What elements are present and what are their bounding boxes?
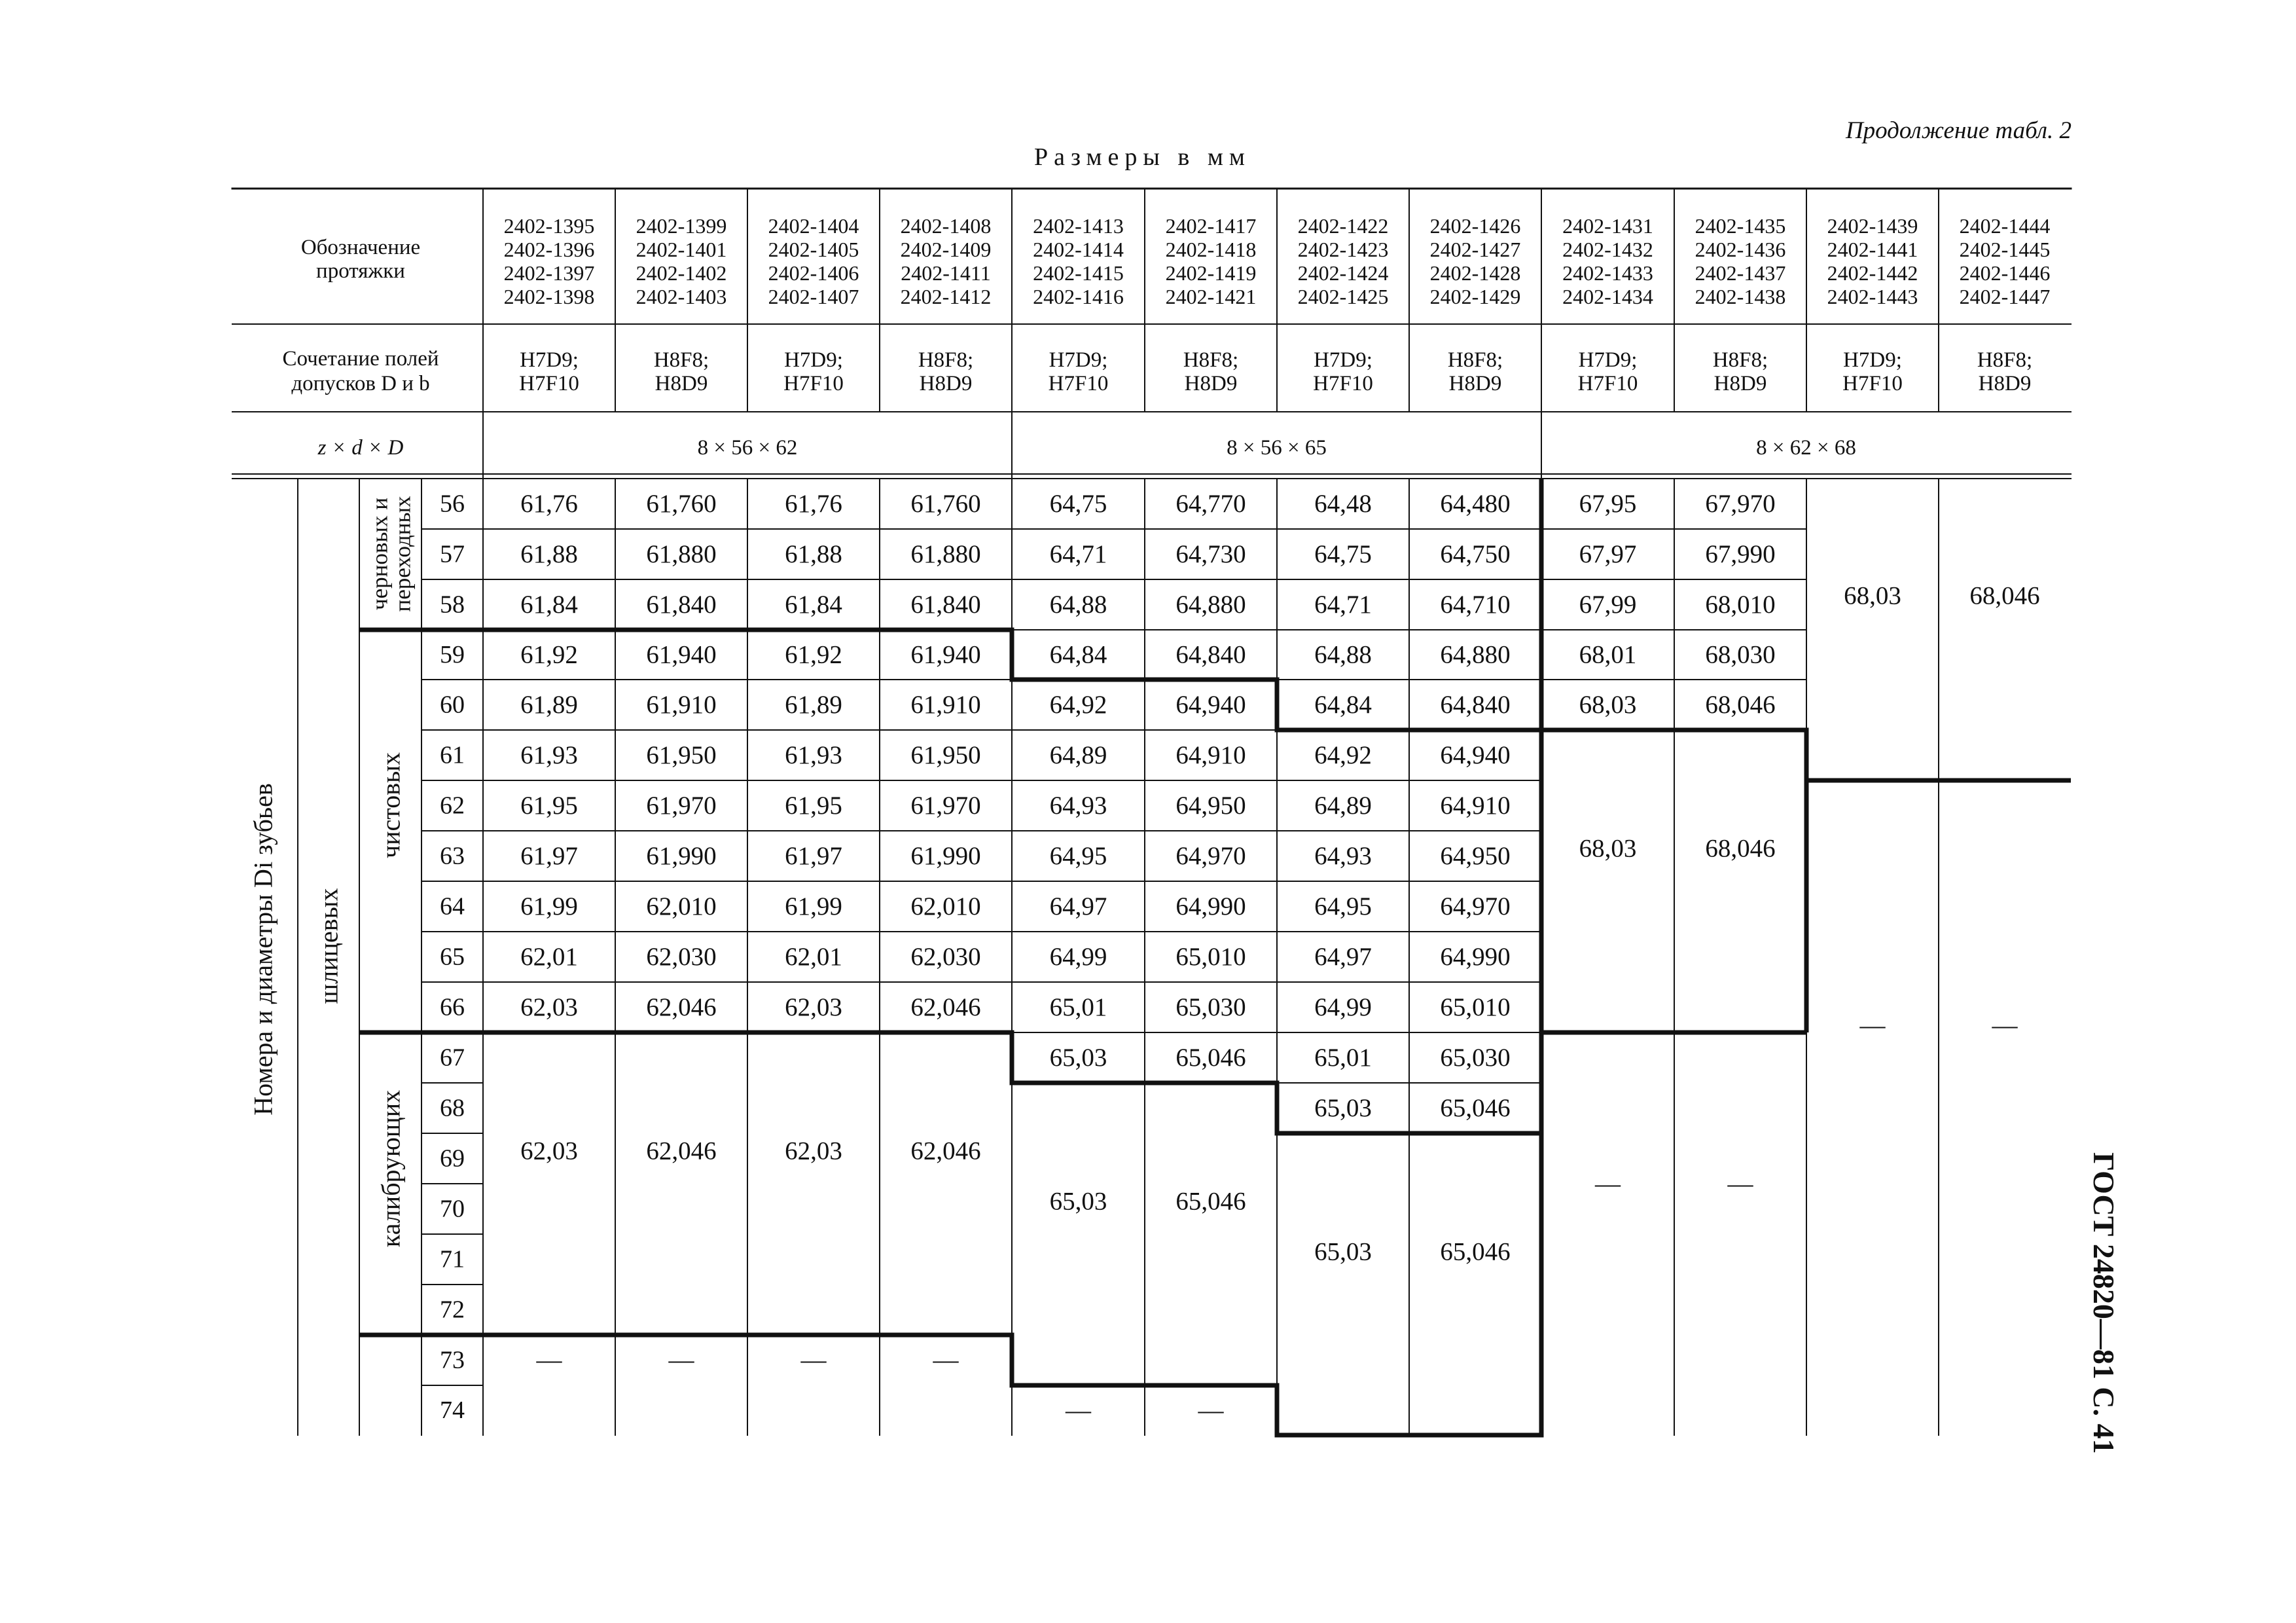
tooth-number: 64 — [440, 892, 465, 921]
broach-code: 2402-1402 — [636, 261, 727, 285]
tolerance-label: допусков D и b — [291, 372, 430, 395]
cell-value: 65,01 — [1314, 1044, 1372, 1072]
cell-value: 64,970 — [1440, 892, 1511, 921]
broach-code: 2402-1428 — [1429, 261, 1521, 285]
group-label-finish: чистовых — [376, 752, 406, 858]
tolerance-value: H8D9 — [1184, 372, 1238, 395]
cell-value-merged: 65,046 — [1175, 1187, 1246, 1216]
dash-cell: — — [1198, 1396, 1224, 1425]
cell-value: 64,990 — [1175, 892, 1246, 921]
cell-value: 68,030 — [1705, 640, 1776, 669]
tooth-number: 60 — [440, 691, 465, 719]
cell-value: 65,010 — [1440, 993, 1511, 1021]
tolerance-value: H7D9; — [1049, 348, 1108, 372]
tooth-number: 57 — [440, 540, 465, 568]
tooth-number: 68 — [440, 1094, 465, 1122]
cell-value: 64,89 — [1049, 741, 1107, 769]
broach-code: 2402-1429 — [1429, 285, 1521, 308]
cell-value-merged: 68,046 — [1969, 581, 2040, 610]
units-label: Размеры в мм — [1034, 143, 1251, 171]
cell-value: 64,750 — [1440, 540, 1511, 568]
tolerance-value: H7D9; — [1578, 348, 1638, 372]
cell-value: 64,95 — [1314, 892, 1372, 921]
broach-code: 2402-1398 — [503, 285, 595, 308]
cell-value: 61,840 — [910, 591, 981, 619]
cell-value: 61,940 — [910, 640, 981, 669]
cell-value: 61,880 — [646, 540, 717, 568]
tooth-number: 66 — [440, 993, 465, 1021]
broach-code: 2402-1431 — [1562, 214, 1653, 238]
tolerance-value: H8F8; — [1447, 348, 1503, 372]
cell-value: 61,89 — [520, 691, 578, 719]
cell-value: 61,97 — [520, 842, 578, 870]
cell-value: 64,730 — [1175, 540, 1246, 568]
tolerance-value: H7F10 — [1048, 372, 1109, 395]
cell-value: 64,88 — [1314, 640, 1372, 669]
cell-value: 61,93 — [520, 741, 578, 769]
cell-value: 64,75 — [1314, 540, 1372, 568]
tooth-number: 72 — [440, 1296, 465, 1324]
broach-code: 2402-1405 — [768, 238, 859, 261]
dash-cell: — — [668, 1345, 694, 1374]
broach-code: 2402-1411 — [901, 261, 991, 285]
broach-code: 2402-1419 — [1165, 261, 1257, 285]
cell-value: 61,92 — [520, 640, 578, 669]
cell-value: 64,93 — [1049, 792, 1107, 820]
cell-value: 61,99 — [520, 892, 578, 921]
cell-value: 65,046 — [1440, 1094, 1511, 1122]
cell-value: 61,84 — [520, 591, 578, 619]
tolerance-value: H7F10 — [1842, 372, 1903, 395]
dash-cell: — — [933, 1345, 959, 1374]
cell-value: 61,970 — [646, 792, 717, 820]
cell-value: 61,940 — [646, 640, 717, 669]
cell-value: 65,03 — [1049, 1044, 1107, 1072]
cell-value: 64,88 — [1049, 591, 1107, 619]
cell-value: 65,030 — [1440, 1044, 1511, 1072]
cell-value: 64,770 — [1175, 490, 1246, 518]
cell-value: 61,76 — [785, 490, 842, 518]
tolerance-value: H8D9 — [1448, 372, 1502, 395]
document-code: ГОСТ 24820—81 С. 41 — [2087, 1152, 2121, 1454]
group-label-rough: переходных — [389, 496, 416, 612]
cell-value-merged: 68,03 — [1579, 834, 1637, 863]
dash-cell: — — [1992, 1011, 2018, 1040]
cell-value: 62,046 — [910, 993, 981, 1021]
cell-value: 64,940 — [1175, 691, 1246, 719]
cell-value: 62,030 — [910, 943, 981, 971]
cell-value: 67,970 — [1705, 490, 1776, 518]
cell-value: 64,71 — [1049, 540, 1107, 568]
tooth-number: 69 — [440, 1144, 465, 1173]
tooth-number: 67 — [440, 1044, 465, 1072]
cell-value: 61,92 — [785, 640, 842, 669]
tolerance-value: H7D9; — [1314, 348, 1372, 372]
cell-value: 64,75 — [1049, 490, 1107, 518]
tolerance-value: H8F8; — [1712, 348, 1768, 372]
tolerance-value: H7F10 — [783, 372, 844, 395]
cell-value: 61,88 — [520, 540, 578, 568]
cell-value: 64,95 — [1049, 842, 1107, 870]
tolerance-value: H8D9 — [1713, 372, 1767, 395]
group-label-main: Номера и диаметры Di зубьев — [248, 783, 278, 1116]
cell-value-merged: 62,046 — [910, 1137, 981, 1165]
tooth-number: 56 — [440, 490, 465, 518]
broach-code: 2402-1406 — [768, 261, 859, 285]
broach-code: 2402-1446 — [1959, 261, 2051, 285]
cell-value: 64,910 — [1440, 792, 1511, 820]
tolerance-value: H8F8; — [653, 348, 709, 372]
cell-value: 65,046 — [1175, 1044, 1246, 1072]
continuation-label: Продолжение табл. 2 — [1845, 117, 2072, 144]
broach-code: 2402-1444 — [1959, 214, 2051, 238]
tooth-number: 65 — [440, 943, 465, 971]
cell-value: 61,95 — [520, 792, 578, 820]
broach-code: 2402-1424 — [1297, 261, 1389, 285]
cell-value: 61,95 — [785, 792, 842, 820]
cell-value: 62,030 — [646, 943, 717, 971]
size-label: z × d × D — [317, 436, 404, 460]
cell-value: 67,99 — [1579, 591, 1637, 619]
cell-value: 61,88 — [785, 540, 842, 568]
tooth-number: 70 — [440, 1195, 465, 1223]
cell-value-merged: 68,046 — [1705, 834, 1776, 863]
broach-code: 2402-1395 — [503, 214, 595, 238]
tolerance-value: H7D9; — [520, 348, 579, 372]
broach-code: 2402-1421 — [1165, 285, 1257, 308]
cell-value: 64,84 — [1049, 640, 1107, 669]
cell-value: 64,840 — [1175, 640, 1246, 669]
broach-code: 2402-1415 — [1033, 261, 1124, 285]
cell-value: 64,97 — [1049, 892, 1107, 921]
cell-value: 67,97 — [1579, 540, 1637, 568]
broach-code: 2402-1433 — [1562, 261, 1653, 285]
cell-value: 64,48 — [1314, 490, 1372, 518]
cell-value: 61,910 — [646, 691, 717, 719]
broach-code: 2402-1447 — [1959, 285, 2051, 308]
cell-value-merged: 65,03 — [1314, 1237, 1372, 1266]
tolerance-value: H7F10 — [519, 372, 579, 395]
tolerance-value: H8D9 — [655, 372, 708, 395]
cell-value: 61,76 — [520, 490, 578, 518]
cell-value: 68,046 — [1705, 691, 1776, 719]
broach-code: 2402-1445 — [1959, 238, 2051, 261]
broach-code: 2402-1422 — [1297, 214, 1389, 238]
cell-value: 64,97 — [1314, 943, 1372, 971]
cell-value: 62,01 — [785, 943, 842, 971]
tolerance-value: H7D9; — [1843, 348, 1902, 372]
cell-value: 65,010 — [1175, 943, 1246, 971]
cell-value-merged: 65,046 — [1440, 1237, 1511, 1266]
cell-value-merged: 62,046 — [646, 1137, 717, 1165]
cell-value: 67,990 — [1705, 540, 1776, 568]
cell-value: 61,93 — [785, 741, 842, 769]
cell-value: 64,93 — [1314, 842, 1372, 870]
dash-cell: — — [1595, 1169, 1621, 1198]
broach-code: 2402-1441 — [1827, 238, 1918, 261]
broach-code: 2402-1399 — [636, 214, 727, 238]
broach-code: 2402-1417 — [1165, 214, 1257, 238]
group-label-calibrating: калибрующих — [376, 1089, 406, 1248]
dash-cell: — — [1066, 1396, 1091, 1425]
size-value: 8 × 62 × 68 — [1756, 436, 1856, 460]
cell-value: 62,010 — [910, 892, 981, 921]
broach-code: 2402-1414 — [1033, 238, 1124, 261]
cell-value: 62,046 — [646, 993, 717, 1021]
cell-value: 64,940 — [1440, 741, 1511, 769]
tooth-number: 73 — [440, 1346, 465, 1374]
cell-value: 64,910 — [1175, 741, 1246, 769]
broach-code: 2402-1413 — [1033, 214, 1124, 238]
tolerance-value: H8D9 — [1978, 372, 2032, 395]
tooth-number: 58 — [440, 591, 465, 619]
broach-code: 2402-1409 — [900, 238, 992, 261]
tolerance-value: H7D9; — [784, 348, 843, 372]
dash-cell: — — [1727, 1169, 1753, 1198]
cell-value: 64,84 — [1314, 691, 1372, 719]
broach-code: 2402-1397 — [503, 261, 595, 285]
cell-value: 61,990 — [910, 842, 981, 870]
cell-value-merged: 65,03 — [1049, 1187, 1107, 1216]
cell-value: 68,01 — [1579, 640, 1637, 669]
designation-label: протяжки — [316, 259, 405, 283]
tooth-number: 62 — [440, 792, 465, 820]
tooth-number: 74 — [440, 1396, 465, 1424]
tolerance-value: H8D9 — [919, 372, 973, 395]
cell-value: 64,840 — [1440, 691, 1511, 719]
cell-value: 61,910 — [910, 691, 981, 719]
tooth-number: 61 — [440, 741, 465, 769]
broach-code: 2402-1437 — [1695, 261, 1786, 285]
cell-value: 64,880 — [1440, 640, 1511, 669]
cell-value: 61,950 — [646, 741, 717, 769]
broach-code: 2402-1438 — [1695, 285, 1786, 308]
broach-code: 2402-1423 — [1297, 238, 1389, 261]
broach-code: 2402-1403 — [636, 285, 727, 308]
cell-value: 61,84 — [785, 591, 842, 619]
cell-value: 61,950 — [910, 741, 981, 769]
tooth-number: 63 — [440, 842, 465, 870]
cell-value: 64,710 — [1440, 591, 1511, 619]
cell-value: 64,480 — [1440, 490, 1511, 518]
cell-value-merged: 62,03 — [520, 1137, 578, 1165]
dash-cell: — — [1859, 1011, 1886, 1040]
tooth-number: 71 — [440, 1245, 465, 1273]
cell-value: 61,89 — [785, 691, 842, 719]
tolerance-value: H8F8; — [1977, 348, 2033, 372]
broach-code: 2402-1412 — [900, 285, 992, 308]
broach-code: 2402-1396 — [503, 238, 595, 261]
tolerance-value: H7F10 — [1577, 372, 1638, 395]
broach-code: 2402-1404 — [768, 214, 859, 238]
group-label-spline: шлицевых — [314, 888, 344, 1004]
dash-cell: — — [536, 1345, 562, 1374]
tolerance-table — [232, 187, 2068, 1431]
broach-code: 2402-1416 — [1033, 285, 1124, 308]
cell-value: 62,03 — [520, 993, 578, 1021]
cell-value: 64,950 — [1175, 792, 1246, 820]
cell-value: 62,03 — [785, 993, 842, 1021]
tolerance-value: H8F8; — [918, 348, 974, 372]
cell-value: 62,01 — [520, 943, 578, 971]
broach-code: 2402-1418 — [1165, 238, 1257, 261]
cell-value: 64,92 — [1314, 741, 1372, 769]
broach-code: 2402-1401 — [636, 238, 727, 261]
broach-code: 2402-1442 — [1827, 261, 1918, 285]
size-value: 8 × 56 × 62 — [697, 436, 798, 460]
cell-value: 64,99 — [1314, 993, 1372, 1021]
cell-value: 64,970 — [1175, 842, 1246, 870]
cell-value: 64,880 — [1175, 591, 1246, 619]
broach-code: 2402-1408 — [900, 214, 992, 238]
broach-code: 2402-1434 — [1562, 285, 1653, 308]
cell-value: 64,92 — [1049, 691, 1107, 719]
cell-value: 64,71 — [1314, 591, 1372, 619]
broach-code: 2402-1427 — [1429, 238, 1521, 261]
size-value: 8 × 56 × 65 — [1227, 436, 1327, 460]
tolerance-value: H8F8; — [1183, 348, 1239, 372]
tooth-number: 59 — [440, 641, 465, 668]
cell-value: 65,03 — [1314, 1094, 1372, 1122]
designation-label: Обозначение — [300, 236, 421, 259]
cell-value: 61,840 — [646, 591, 717, 619]
cell-value: 61,970 — [910, 792, 981, 820]
cell-value: 64,950 — [1440, 842, 1511, 870]
cell-value: 64,990 — [1440, 943, 1511, 971]
broach-code: 2402-1425 — [1297, 285, 1389, 308]
cell-value: 64,89 — [1314, 792, 1372, 820]
tolerance-value: H7F10 — [1313, 372, 1373, 395]
cell-value-merged: 68,03 — [1844, 581, 1901, 610]
tolerance-label: Сочетание полей — [282, 347, 439, 371]
cell-value: 61,97 — [785, 842, 842, 870]
cell-value: 68,03 — [1579, 691, 1637, 719]
cell-value: 62,010 — [646, 892, 717, 921]
cell-value: 61,760 — [910, 490, 981, 518]
broach-code: 2402-1426 — [1429, 214, 1521, 238]
cell-value: 64,99 — [1049, 943, 1107, 971]
cell-value: 65,030 — [1175, 993, 1246, 1021]
cell-value: 61,760 — [646, 490, 717, 518]
broach-code: 2402-1432 — [1562, 238, 1653, 261]
cell-value: 67,95 — [1579, 490, 1637, 518]
cell-value: 68,010 — [1705, 591, 1776, 619]
cell-value: 61,990 — [646, 842, 717, 870]
broach-code: 2402-1435 — [1695, 214, 1786, 238]
broach-code: 2402-1436 — [1695, 238, 1786, 261]
broach-code: 2402-1407 — [768, 285, 859, 308]
dash-cell: — — [800, 1345, 827, 1374]
broach-code: 2402-1443 — [1827, 285, 1918, 308]
cell-value: 65,01 — [1049, 993, 1107, 1021]
broach-code: 2402-1439 — [1827, 214, 1918, 238]
cell-value: 61,99 — [785, 892, 842, 921]
cell-value: 61,880 — [910, 540, 981, 568]
group-label-rough: черновых и — [367, 498, 393, 610]
cell-value-merged: 62,03 — [785, 1137, 842, 1165]
